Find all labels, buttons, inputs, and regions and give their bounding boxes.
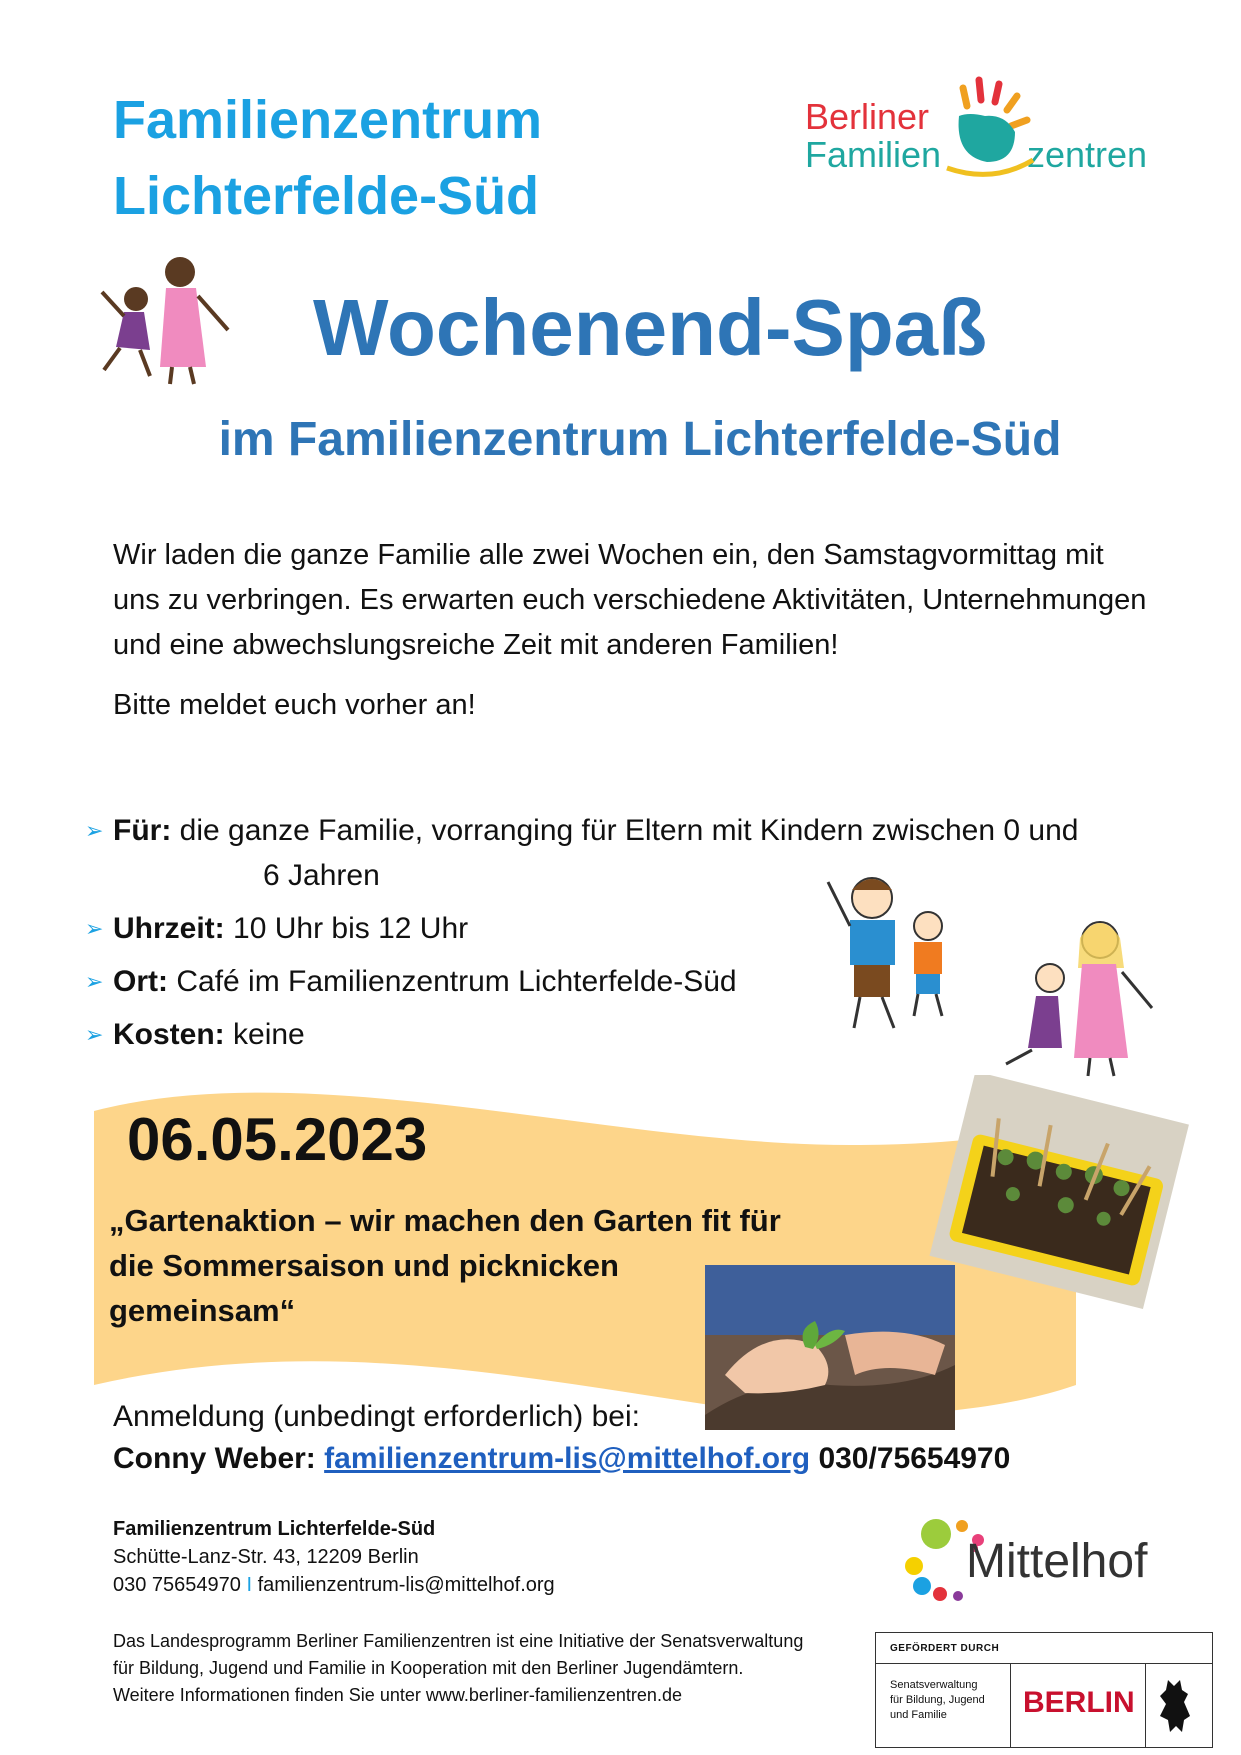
detail-label: Uhrzeit: bbox=[113, 912, 225, 945]
funding-box bbox=[875, 1632, 1213, 1748]
page-subtitle: im Familienzentrum Lichterfelde-Süd bbox=[218, 413, 1062, 466]
funding-department bbox=[890, 1678, 1000, 1723]
center-name-line2: Lichterfelde-Süd bbox=[113, 166, 540, 226]
event-line: „Gartenaktion – wir machen den Garten fit für bbox=[109, 1203, 781, 1238]
funding-dept-line: Senatsverwaltung bbox=[890, 1679, 978, 1691]
detail-value: Café im Familienzentrum Lichterfelde-Süd bbox=[176, 965, 737, 998]
event-date: 06.05.2023 bbox=[127, 1106, 428, 1173]
address-phone: 030 75654970 bbox=[113, 1574, 241, 1596]
funding-row bbox=[876, 1663, 1212, 1747]
detail-value-continued: 6 Jahren bbox=[263, 859, 380, 892]
event-line: die Sommersaison und picknicken bbox=[109, 1248, 619, 1283]
detail-label: Kosten: bbox=[113, 1018, 225, 1051]
address-separator: I bbox=[246, 1574, 253, 1596]
detail-label: Ort: bbox=[113, 965, 168, 998]
intro-text bbox=[113, 533, 1153, 743]
contact-phone: 030/75654970 bbox=[818, 1442, 1011, 1475]
family-illustration bbox=[810, 868, 1180, 1083]
address-street: Schütte-Lanz-Str. 43, 12209 Berlin bbox=[113, 1546, 419, 1568]
hand-print-icon bbox=[945, 76, 1045, 191]
logo-word-familien: Familien bbox=[805, 134, 942, 175]
footer-text bbox=[113, 1628, 803, 1709]
center-name-line1: Familienzentrum bbox=[113, 90, 543, 150]
footer-line: Das Landesprogramm Berliner Familienzentren ist eine Initiative der Senatsverwaltung bbox=[113, 1631, 804, 1651]
footer-line: für Bildung, Jugend und Familie in Kooperation mit den Berliner Jugendämtern. bbox=[113, 1658, 744, 1678]
mittelhof-logo bbox=[900, 1510, 1180, 1620]
logo-word-berliner: Berliner bbox=[805, 96, 930, 137]
berliner-familienzentren-logo bbox=[805, 76, 1175, 196]
detail-value: die ganze Familie, vorranging für Eltern mit Kindern zwischen 0 und bbox=[179, 814, 1079, 847]
funding-label: GEFÖRDERT DURCH bbox=[890, 1643, 1000, 1654]
registration-contact bbox=[113, 1442, 1010, 1476]
arrow-bullet-icon: ➢ bbox=[85, 969, 104, 994]
berlin-wordmark bbox=[1010, 1664, 1146, 1747]
detail-value: 10 Uhr bis 12 Uhr bbox=[233, 912, 469, 945]
event-line: gemeinsam“ bbox=[109, 1293, 296, 1328]
address-email: familienzentrum-lis@mittelhof.org bbox=[257, 1574, 555, 1596]
registration-label: Anmeldung (unbedingt erforderlich) bei: bbox=[113, 1400, 640, 1433]
arrow-bullet-icon: ➢ bbox=[85, 1022, 104, 1047]
berlin-text: BERLIN bbox=[1023, 1686, 1135, 1719]
page-title: Wochenend-Spaß bbox=[312, 283, 988, 372]
contact-name: Conny Weber: bbox=[113, 1442, 316, 1475]
address-block bbox=[113, 1515, 555, 1599]
logo-word-zentren: zentren bbox=[1027, 134, 1148, 175]
arrow-bullet-icon: ➢ bbox=[85, 818, 104, 843]
planting-photo bbox=[705, 1265, 955, 1430]
contact-email-link[interactable]: familienzentrum-lis@mittelhof.org bbox=[324, 1442, 811, 1475]
footer-line: Weitere Informationen finden Sie unter www.berliner-familienzentren.de bbox=[113, 1685, 682, 1705]
intro-paragraph: Wir laden die ganze Familie alle zwei Wochen ein, den Samstagvormittag mit uns zu verbringen. Es erwarten euch verschiedene Aktivitäten, Unternehmungen und eine abwechslungsreiche Zeit mit anderen Familien! bbox=[113, 539, 1147, 661]
funding-dept-line: für Bildung, Jugend bbox=[890, 1694, 985, 1706]
center-name bbox=[113, 82, 542, 234]
detail-label: Für: bbox=[113, 814, 172, 847]
funding-dept-line: und Familie bbox=[890, 1709, 947, 1721]
arrow-bullet-icon: ➢ bbox=[85, 916, 104, 941]
berlin-bear-icon bbox=[1154, 1676, 1194, 1741]
seedling-tray-photo bbox=[918, 1075, 1198, 1315]
mittelhof-name: Mittelhof bbox=[966, 1535, 1148, 1588]
intro-notice: Bitte meldet euch vorher an! bbox=[113, 689, 476, 721]
address-name: Familienzentrum Lichterfelde-Süd bbox=[113, 1518, 436, 1540]
detail-value: keine bbox=[233, 1018, 305, 1051]
